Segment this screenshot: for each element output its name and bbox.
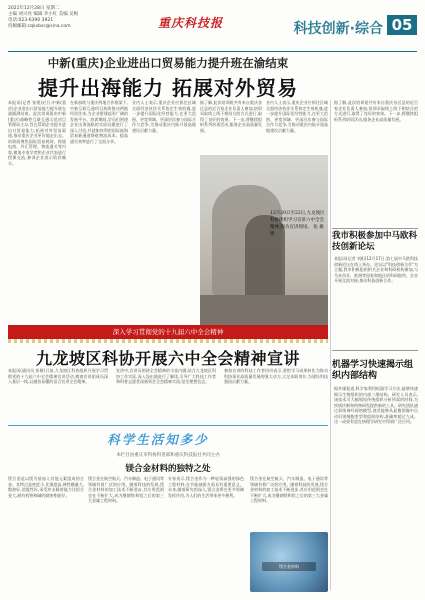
image-label: 镁合金材料: [262, 562, 316, 571]
story2-column-2: 宣讲中,宣讲员围绕全会精神的丰富内涵,结合九龙坡区科协工作实际,深入浅出地进行了解读,引导广大科技工作者和科普志愿者深刻领会全会精神实质,坚定理想信念。: [116, 368, 216, 384]
science-column-2: 镁合金在航空航天、汽车制造、电子通讯等领域有着广泛的应用。随着科技的发展,镁合金材料的加工技术不断进步,其应用范围也在不断扩大,成为继钢铁和铝之后的第三大金属工程材料。: [88, 476, 164, 503]
right-story-headline: 机器学习快速揭示组织内部结构: [332, 360, 414, 381]
science-column-3: 专家表示,镁合金作为一种轻质高强的绿色工程材料,在节能减排方面具有重要意义。未来,随着研究的深入,镁合金将在更多领域发挥作用,为人们的生活带来更多便利。: [168, 476, 244, 498]
party-banner: 深入学习贯彻党的十九届六中全会精神: [8, 325, 328, 339]
divider: [332, 350, 418, 351]
science-column-subtitle: 本栏目由重庆市科协科普部和重庆科技报社共同主办: [116, 453, 220, 458]
page-number: 05: [387, 15, 417, 35]
right-story-body: 据外媒报道,科学家利用机器学习方法,能够快速揭示生物组织的内部三维结构。研究人员表示,该技术可大幅缩短传统组织分析所需的时间,为疾病诊断和药物研发提供新的工具。研究团队通过训练神经网络模型,使其能够从显微图像中自动识别细胞类型和组织结构,准确率超过九成。这一成果有望在病理学研究中得到广泛应用。: [334, 386, 418, 424]
story1-column-5: 据了解,此次培训班共有来自重庆各区县的近百家企业负责人参加,培训采取线上线下相结合的方式进行,取得了良好的效果。下一步,将继续组织系列培训活动,服务企业高质量发展。: [334, 100, 418, 122]
masthead: [8, 6, 417, 52]
science-column-4: 镁合金在航空航天、汽车制造、电子通讯等领域有着广泛的应用。随着科技的发展,镁合金材料的加工技术不断进步,其应用范围也在不断扩大,成为继钢铁和铝之后的第三大金属工程材料。: [250, 476, 328, 503]
column-divider: [330, 100, 331, 590]
science-column-title: 科学生活知多少: [107, 432, 209, 447]
sidebar-headline: 我市积极参加中马欧科技创新论坛: [332, 231, 418, 252]
story1-column-2: 在新加坡与重庆两地合作框架下,中新互联互通项目持续推动两地经贸往来,为企业搭建起更广阔的发展平台。培训期间,学员们围绕企业出海面临的实际问题进行了深入讨论,并就如何利用国际陆海贸易新通道降低物流成本、提高通关效率进行了交流分享。: [70, 100, 128, 144]
story2-headline: 九龙坡区科协开展六中全会精神宣讲: [35, 349, 300, 368]
meta-line: 电话:023-6390 3921: [8, 18, 54, 23]
story1-column-4b: 业内人士表示,重庆企业应抓住区域全面经济伙伴关系协定生效机遇,进一步提升国际化经营能力,在更大范围、更宽领域、更深层次参与国际合作与竞争,为推动重庆内陆开放高地建设贡献力量。: [266, 100, 328, 133]
science-column-1: 镁合金是以镁为基加入其他元素组成的合金。其特点是密度小,比强度高,弹性模量大,散热好,消震性好,承受冲击载荷能力比铝合金大,耐有机物和碱的腐蚀性能好。: [8, 476, 84, 498]
story2-column-1: 本报讯(通讯员 彭敏)日前,九龙坡区科协组织开展学习贯彻党的十九届六中全会精神宣讲活动,邀请宣讲团成员深入基层一线,以通俗易懂的语言宣讲全会精神。: [8, 368, 108, 384]
meta-line: 2021年12月28日 星期二: [8, 6, 60, 11]
section-title: 科技创新·综合: [293, 21, 383, 37]
science-headline: 镁合金材料的独特之处: [125, 464, 211, 474]
story1-column-4a: 据了解,此次培训班共有来自重庆各区县的近百家企业负责人参加,培训采取线上线下相结合的方式进行,取得了良好的效果。下一步,将继续组织系列培训活动,服务企业高质量发展。: [200, 100, 262, 133]
story1-headline: 提升出海能力 拓展对外贸易: [38, 76, 298, 100]
banner-ornament: [8, 339, 328, 343]
newspaper-logo: 重庆科技报: [158, 16, 224, 30]
story1-kicker: 中新(重庆)企业进出口贸易能力提升班在渝结束: [47, 56, 289, 70]
masthead-meta: [8, 6, 78, 30]
story2-column-3: 参加宣讲的科技工作者纷纷表示,要把学习成果转化为推动科协事业高质量发展的强大动力,立足本职岗位,为建设科技强国贡献力量。: [224, 368, 328, 384]
divider: [332, 228, 418, 229]
photo-floor: [200, 295, 328, 325]
meta-line: 投稿邮箱:cqkxbsc@sina.com: [8, 24, 71, 29]
photo-caption: 12月20日至22日,九龙坡区科协组织学习宣讲六中全会精神,图为宣讲现场。 张 雄 摄: [270, 211, 325, 237]
story1-column-3: 业内人士表示,重庆企业应抓住区域全面经济伙伴关系协定生效机遇,进一步提升国际化经营能力,在更大范围、更宽领域、更深层次参与国际合作与竞争,为推动重庆内陆开放高地建设贡献力量。: [132, 100, 196, 133]
sidebar-body: 本报讯(记者 刘阳)12月17日,第七届中马欧科技创新论坛在线上举办。论坛以"科技创新合作"为主题,我市积极组织相关企业和科研机构参加,与马来西亚、欧洲等国家和地区的科研院所、企业开展交流对接,推动科技创新合作。: [334, 256, 418, 283]
meta-line: 主编 刘兴亮 编辑 李小红 美编 吴梅: [8, 12, 79, 17]
story1-column-1: 本报讯(记者 张建)近日,中新(重庆)企业进出口贸易能力提升班在渝圆满结束。此次培训班由中新(重庆)战略性互联互通示范项目管理局主办,旨在帮助企业提升进出口贸易能力,拓展对外贸易渠道,推动重庆企业更好地走出去。培训班聚焦国际贸易规则、跨境电商、外汇管理、物流通关等内容,邀请专家学者和企业代表进行授课交流,参训企业表示收获颇丰。: [8, 100, 66, 166]
news-photo: [200, 155, 328, 325]
